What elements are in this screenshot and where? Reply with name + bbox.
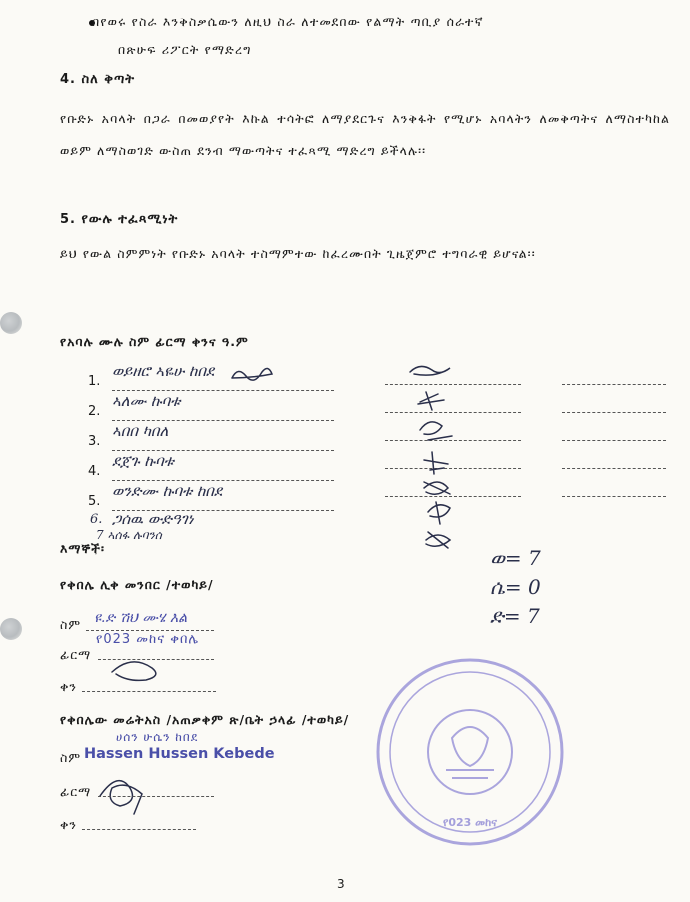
receiver-name-label: ስም: [60, 617, 82, 632]
seal-text: የ023 መከና: [442, 816, 498, 829]
expert-stamp-amharic: ሀሰን ሁሴን ከበደ: [116, 730, 199, 744]
handwritten-name-3: ኣበበ ካበለ: [112, 422, 169, 440]
section-4-body: የቡድኑ አባላት በጋራ በመወያየት እኩል ተሳትፎ ለማያደርጉና እንቅፋት የሚሆኑ አባላትን ለመቅጣትና ለማስተካከል ወይም ለማስወገድ ውስጠ ደንብ ማውጣትና ተፈጻሚ ማድረግ ይችላሉ፡፡: [60, 111, 670, 158]
tally-line-1: ወ= 7: [490, 546, 541, 570]
signature-table-header: የአባሉ ሙሉ ስም ፊርማ ቀንና ዓ.ም: [60, 334, 249, 349]
receiver-stamp-line: የ023 መከና ቀበሌ: [96, 632, 200, 647]
expert-name-label: ስም: [60, 750, 82, 765]
handwritten-name-2: ኣለሙ ኩባቱ: [112, 392, 181, 410]
receiver-sign-label: ፊርማ: [60, 647, 92, 662]
witnesses-label: እማኞች፡: [60, 541, 105, 556]
expert-title: የቀበሌው መሬትአስ /አጠቃቀም ጽ/ቤት ኃላፊ /ተወካይ/: [60, 712, 350, 727]
handwritten-name-5: ወንድሙ ኩባቱ ከበደ: [112, 482, 223, 500]
bullet-text-line-2: በጽሁፍ ሪፖርት የማድረግ: [118, 42, 252, 57]
row-number-1: 1.: [88, 374, 101, 389]
page-number: 3: [337, 877, 345, 891]
tally-line-2: ሴ= 0: [490, 575, 541, 599]
row-number-3: 3.: [88, 434, 101, 449]
expert-name-stamp: Hassen Hussen Kebede: [84, 746, 275, 762]
receiver-date-label: ቀን: [60, 679, 77, 694]
expert-sign-label: ፊርማ: [60, 784, 92, 799]
row-number-6: 6.: [90, 512, 103, 527]
handwritten-name-1: ወይዘሮ ኣዬሁ ከበደ: [112, 362, 215, 380]
section-5-heading: 5. የውሉ ተፈጻሚነት: [60, 212, 179, 227]
handwritten-name-4: ደጀጉ ኩባቱ: [112, 452, 174, 470]
row-number-5: 5.: [88, 494, 101, 509]
handwritten-name-6: ጋሰዉ ውድዓገነ: [112, 510, 194, 528]
section-5-body: ይህ የውል ስምምነት የቡድኑ አባላት ተስማምተው ከፈረሙበት ጊዜጀምሮ ተግባራዊ ይሆናል፡፡: [60, 246, 536, 261]
expert-date-label: ቀን: [60, 817, 77, 832]
row-number-2: 2.: [88, 404, 101, 419]
tally-line-3: ድ= 7: [490, 604, 540, 628]
receiver-name-handwritten: ዩ.ድ ሽህ ሙሄ እል: [94, 610, 188, 626]
handwritten-name-7: 7 ኣሰፋ ሉባንሰ: [96, 528, 162, 542]
section-4-heading: 4. ስለ ቅጣት: [60, 72, 136, 87]
bullet-text-line-1: በየወሩ የስራ እንቅስቃሴውን ለዚህ ስራ ለተመደበው የልማት ጣቢያ ሰራተኛ: [92, 14, 484, 29]
row-number-4: 4.: [88, 464, 101, 479]
receiver-title: የቀበሌ ሊቀ መንበር /ተወካይ/: [60, 577, 214, 592]
